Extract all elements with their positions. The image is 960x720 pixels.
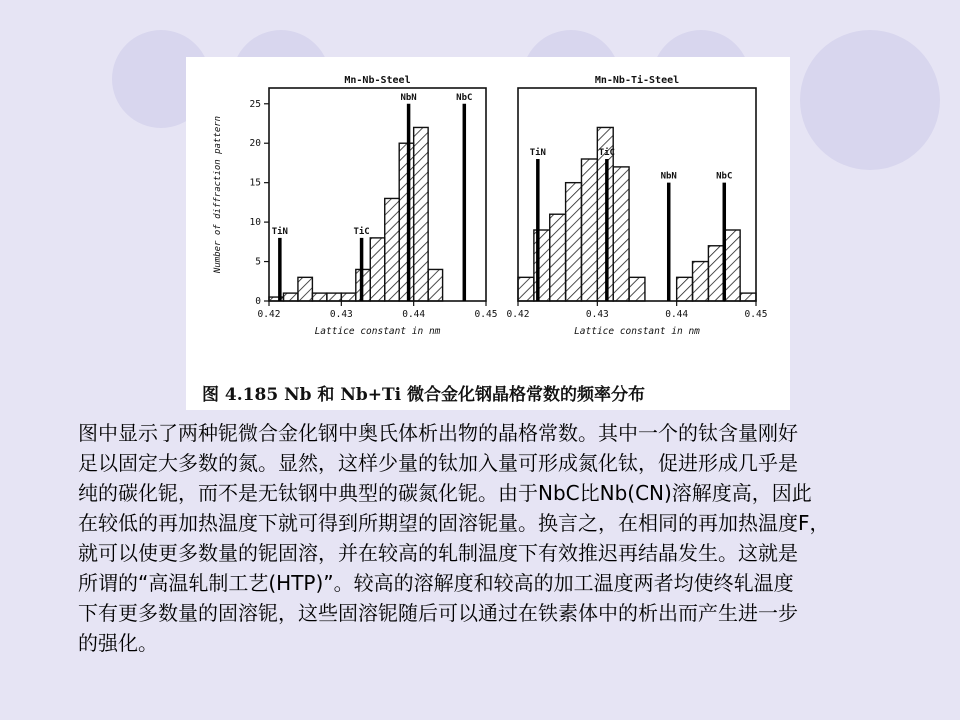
figure-caption: 图 4.185 Nb 和 Nb+Ti 微合金化钢晶格常数的频率分布	[202, 385, 646, 405]
chart-title: Mn-Nb-Ti-Steel	[594, 75, 680, 86]
histogram-bar	[581, 159, 597, 301]
reference-line-label: TiC	[353, 226, 370, 237]
reference-line-label: NbN	[400, 92, 417, 103]
histogram-bar	[298, 277, 312, 301]
histogram-bar	[566, 183, 582, 301]
histogram-bar	[550, 214, 566, 301]
histogram-bar	[693, 262, 709, 301]
body-line: 就可以使更多数量的铌固溶，并在较高的轧制温度下有效推迟再结晶发生。这就是	[78, 541, 798, 565]
histogram-bar	[708, 246, 724, 301]
histogram-bar	[629, 277, 645, 301]
histogram-bar	[740, 293, 756, 301]
histogram-bar	[399, 143, 413, 301]
reference-line-label: NbC	[716, 171, 733, 182]
y-tick-label: 15	[249, 177, 261, 189]
x-tick-label: 0.45	[474, 309, 498, 320]
x-axis-label: Lattice constant in nm	[574, 326, 700, 337]
body-line: 所谓的“高温轧制工艺(HTP)”。较高的溶解度和较高的加工温度两者均使终轧温度	[78, 571, 794, 595]
x-tick-label: 0.45	[744, 309, 768, 320]
y-tick-label: 20	[249, 138, 261, 150]
reference-line-label: NbN	[660, 171, 677, 182]
reference-line-label: TiN	[529, 148, 546, 158]
histogram-bar	[370, 238, 384, 301]
histogram-bar	[677, 277, 693, 301]
histogram-bar	[724, 230, 740, 301]
body-line: 纯的碳化铌，而不是无钛钢中典型的碳氮化铌。由于NbC比Nb(CN)溶解度高，因此	[78, 481, 812, 505]
body-line: 在较低的再加热温度下就可得到所期望的固溶铌量。换言之，在相同的再加热温度F，	[78, 511, 830, 535]
body-line: 足以固定大多数的氮。显然，这样少量的钛加入量可形成氮化钛，促进形成几乎是	[78, 451, 798, 475]
histogram-bar	[613, 167, 629, 301]
y-tick-label: 0	[255, 296, 261, 307]
histogram-bar	[312, 293, 326, 301]
x-tick-label: 0.42	[257, 309, 281, 320]
x-tick-label: 0.44	[402, 309, 426, 320]
figure-panel	[186, 57, 790, 410]
y-tick-label: 10	[249, 217, 261, 229]
body-line: 下有更多数量的固溶铌，这些固溶铌随后可以通过在铁素体中的析出而产生进一步	[78, 601, 798, 625]
body-line: 图中显示了两种铌微合金化钢中奥氏体析出物的晶格常数。其中一个的钛含量刚好	[78, 421, 798, 445]
x-tick-label: 0.43	[585, 309, 609, 320]
x-tick-label: 0.44	[665, 309, 689, 320]
histogram-bar	[385, 198, 399, 301]
chart-title: Mn-Nb-Steel	[344, 75, 411, 86]
background-circle	[800, 30, 940, 170]
reference-line-label: NbC	[456, 92, 473, 103]
histogram-figure	[186, 57, 790, 410]
histogram-bar	[341, 293, 355, 301]
reference-line-label: TiN	[271, 226, 288, 237]
y-axis-label: Number of diffraction pattern	[213, 115, 223, 274]
y-tick-label: 25	[249, 98, 261, 110]
histogram-bar	[518, 277, 534, 301]
histogram-bar	[327, 293, 341, 301]
histogram-bar	[414, 127, 428, 301]
x-tick-label: 0.43	[329, 309, 353, 320]
body-line: 的强化。	[78, 631, 158, 655]
y-tick-label: 5	[255, 256, 261, 268]
x-axis-label: Lattice constant in nm	[314, 326, 441, 337]
histogram-bar	[428, 269, 442, 301]
body-paragraph	[78, 418, 908, 658]
x-tick-label: 0.42	[506, 309, 530, 320]
reference-line-label: TiC	[598, 148, 615, 158]
histogram-bar	[283, 293, 297, 301]
